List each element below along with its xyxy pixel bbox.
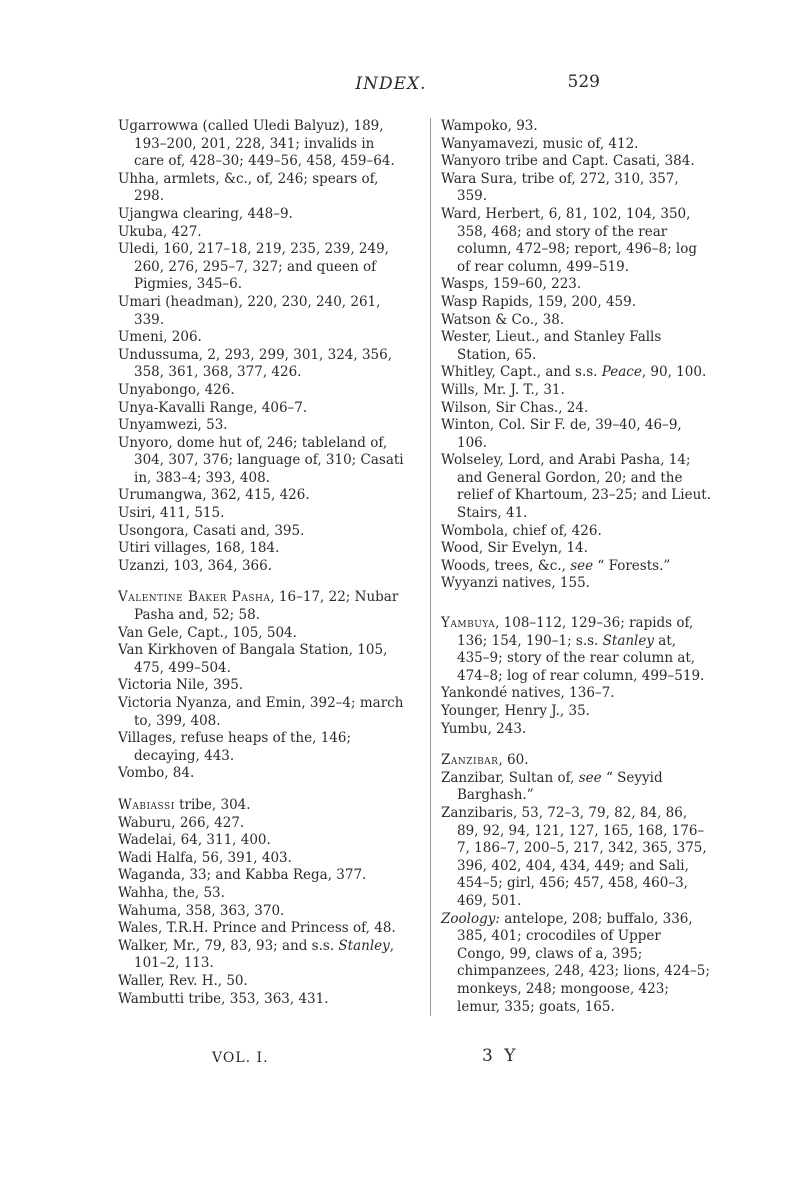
entry-italic: Peace <box>601 364 642 381</box>
entry-text: Winton, Col. Sir F. de, 39–40, 46–9, 106. <box>441 417 682 451</box>
index-entry <box>118 642 408 677</box>
index-entry <box>118 991 408 1009</box>
index-entry <box>441 615 711 685</box>
entry-text: tribe, 304. <box>174 796 251 813</box>
entry-text: Watson & Co., 38. <box>441 311 565 328</box>
signature-mark: 3 Y <box>482 1046 519 1066</box>
entry-text: Wampoko, 93. <box>441 118 538 134</box>
index-column-right <box>430 118 711 1016</box>
entry-text: Unyoro, dome hut of, 246; tableland of, 304, 307, 376; language of, 310; Casati in, 383–4; 393, 408. <box>118 434 404 486</box>
index-entry <box>118 417 408 435</box>
entry-text: Younger, Henry J., 35. <box>441 703 590 719</box>
entry-text: Uhha, armlets, &c., of, 246; spears of, 298. <box>118 170 379 205</box>
entry-text: Wadi Halfa, 56, 391, 403. <box>118 849 292 866</box>
index-entry <box>441 523 711 541</box>
entry-text: Ward, Herbert, 6, 81, 102, 104, 350, 358, 468; and story of the rear column, 472–98; report, 496–8; log of rear column, 499–519. <box>441 205 698 275</box>
entry-text: Wood, Sir Evelyn, 14. <box>441 540 588 557</box>
index-entry <box>118 382 408 400</box>
index-entry <box>118 625 408 643</box>
entry-text: Wilson, Sir Chas., 24. <box>441 399 589 416</box>
entry-text: Unyamwezi, 53. <box>118 417 228 434</box>
entry-heading: Valentine Baker Pasha <box>118 589 271 606</box>
index-entry <box>118 867 408 885</box>
index-entry <box>118 973 408 991</box>
index-entry <box>441 417 711 452</box>
index-entry <box>441 136 711 154</box>
entry-text: Yankondé natives, 136–7. <box>441 685 615 702</box>
entry-text: antelope, 208; buffalo, 336, 385, 401; crocodiles of Upper Congo, 99, claws of a, 395; chimpanzees, 248, 423; lions, 424–5; monkeys, 248; mongoose, 423; lemur, 335; goats, 165. <box>457 910 710 1015</box>
index-column-left <box>118 118 408 1008</box>
entry-text: , 16–17, 22; Nubar Pasha and, 52; 58. <box>134 589 399 624</box>
index-entry <box>441 540 711 558</box>
entry-text: Zanzibaris, 53, 72–3, 79, 82, 84, 86, 89, 92, 94, 121, 127, 165, 168, 176–7, 186–7, 200–5, 217, 342, 365, 375, 396, 402, 404, 434, 449; and Sali, 454–5; girl, 456; 457, 458, 460–3, 469, 501. <box>441 804 707 909</box>
index-entry <box>118 487 408 505</box>
entry-heading: Yambuya <box>441 615 496 632</box>
entry-text: Urumangwa, 362, 415, 426. <box>118 487 310 504</box>
entry-text: Ujangwa clearing, 448–9. <box>118 205 293 222</box>
entry-text: Uledi, 160, 217–18, 219, 235, 239, 249, 260, 276, 295–7, 327; and queen of Pigmies, 345–6. <box>118 241 389 293</box>
index-entry <box>441 329 711 364</box>
index-entry <box>441 382 711 400</box>
page-number: 529 <box>567 72 600 92</box>
index-entry <box>441 575 711 593</box>
index-entry <box>441 153 711 171</box>
entry-text: Wanyoro tribe and Capt. Casati, 384. <box>441 153 695 170</box>
entry-text-continued: at, 435–9; story of the rear column at, 474–8; log of rear column, 499–519. <box>457 632 705 684</box>
entry-italic: Stanley <box>338 937 390 954</box>
index-entry <box>441 752 711 770</box>
index-entry <box>441 911 711 1017</box>
entry-text: Wahuma, 358, 363, 370. <box>118 902 285 919</box>
entry-text: Unya-Kavalli Range, 406–7. <box>118 399 308 416</box>
index-entry <box>118 938 408 973</box>
index-entry <box>118 797 408 815</box>
index-entry <box>118 832 408 850</box>
entry-text: Villages, refuse heaps of the, 146; decaying, 443. <box>118 730 352 764</box>
entry-text: Wasps, 159–60, 223. <box>441 276 582 293</box>
entry-text: Woods, trees, &c., <box>441 557 571 574</box>
index-entry <box>118 329 408 347</box>
entry-text: Wombola, chief of, 426. <box>441 522 602 539</box>
entry-text: Waburu, 266, 427. <box>118 814 245 831</box>
index-entry <box>118 850 408 868</box>
index-entry <box>441 703 711 721</box>
index-entry <box>441 312 711 330</box>
index-entry <box>441 558 711 576</box>
index-entry <box>118 118 408 171</box>
index-entry <box>118 920 408 938</box>
entry-text: Umeni, 206. <box>118 329 202 346</box>
entry-text: Ugarrowwa (called Uledi Balyuz), 189, 193–200, 201, 228, 341; invalids in care of, 428–30; 449–56, 458, 459–64. <box>118 118 395 170</box>
index-entry <box>118 347 408 382</box>
entry-heading-italic: Zoology: <box>441 910 500 927</box>
index-entry <box>118 540 408 558</box>
index-entry <box>441 364 711 382</box>
index-entry <box>118 903 408 921</box>
index-entry <box>118 589 408 624</box>
entry-text: Zanzibar, Sultan of, <box>441 769 579 786</box>
entry-text: Victoria Nyanza, and Emin, 392–4; march to, 399, 408. <box>118 695 404 729</box>
entry-text: Umari (headman), 220, 230, 240, 261, 339. <box>118 293 381 328</box>
entry-text: Wills, Mr. J. T., 31. <box>441 381 565 398</box>
entry-text: Van Kirkhoven of Bangala Station, 105, 475, 499–504. <box>118 642 388 676</box>
entry-text: Wambutti tribe, 353, 363, 431. <box>118 990 329 1007</box>
index-entry <box>441 400 711 418</box>
entry-text: Yumbu, 243. <box>441 720 527 737</box>
entry-italic: see <box>578 769 602 786</box>
entry-text: Uzanzi, 103, 364, 366. <box>118 557 273 574</box>
entry-heading: Zanzibar <box>441 752 499 769</box>
entry-text: Wanyamavezi, music of, 412. <box>441 135 639 152</box>
index-entry <box>118 505 408 523</box>
entry-text: Wadelai, 64, 311, 400. <box>118 832 271 849</box>
index-entry <box>441 805 711 911</box>
entry-italic: see <box>570 557 594 574</box>
entry-text: Utiri villages, 168, 184. <box>118 540 280 557</box>
entry-text: Usongora, Casati and, 395. <box>118 522 305 539</box>
entry-text: Wolseley, Lord, and Arabi Pasha, 14; and General Gordon, 20; and the relief of Khartoum, 23–25; and Lieut. Stairs, 41. <box>441 452 711 522</box>
entry-text: Waganda, 33; and Kabba Rega, 377. <box>118 867 367 884</box>
index-entry <box>441 294 711 312</box>
entry-text: Undussuma, 2, 293, 299, 301, 324, 356, 358, 361, 368, 377, 426. <box>118 346 393 381</box>
entry-text: Waller, Rev. H., 50. <box>118 972 248 989</box>
index-entry <box>441 206 711 276</box>
index-entry <box>441 770 711 805</box>
index-entry <box>118 241 408 294</box>
entry-text-continued: “ Seyyid Barghash.” <box>457 769 663 804</box>
index-entry <box>118 206 408 224</box>
index-entry <box>118 730 408 765</box>
entry-heading: Wabiassi <box>118 796 175 813</box>
entry-text: Usiri, 411, 515. <box>118 505 225 522</box>
entry-text: Unyabongo, 426. <box>118 381 235 398</box>
index-entry <box>118 765 408 783</box>
entry-text: Van Gele, Capt., 105, 504. <box>118 624 297 641</box>
entry-text: Walker, Mr., 79, 83, 93; and s.s. <box>118 937 339 954</box>
index-entry <box>441 118 711 136</box>
index-entry <box>118 523 408 541</box>
entry-italic: Stanley <box>602 632 654 649</box>
index-entry <box>441 685 711 703</box>
index-entry <box>441 452 711 522</box>
index-entry <box>118 695 408 730</box>
index-entry <box>118 171 408 206</box>
entry-text: Victoria Nile, 395. <box>118 677 244 694</box>
entry-text: , 108–112, 129–36; rapids of, 136; 154, 190–1; s.s. <box>457 615 694 649</box>
index-entry <box>441 276 711 294</box>
entry-text: Wasp Rapids, 159, 200, 459. <box>441 293 637 310</box>
index-entry <box>118 885 408 903</box>
index-entry <box>118 400 408 418</box>
entry-text-continued: “ Forests.” <box>593 557 671 574</box>
index-entry <box>118 677 408 695</box>
entry-text: Wahha, the, 53. <box>118 884 225 901</box>
index-entry <box>118 294 408 329</box>
entry-text: Wales, T.R.H. Prince and Princess of, 48. <box>118 920 396 937</box>
entry-text: Whitley, Capt., and s.s. <box>441 364 602 381</box>
entry-text-continued: , 101–2, 113. <box>134 937 395 972</box>
running-title: INDEX. <box>355 74 427 94</box>
index-entry <box>118 815 408 833</box>
index-entry <box>118 558 408 576</box>
volume-label: VOL. I. <box>212 1050 269 1066</box>
entry-text: Wara Sura, tribe of, 272, 310, 357, 359. <box>441 170 679 205</box>
entry-text: Wyyanzi natives, 155. <box>441 575 590 592</box>
index-entry <box>118 435 408 488</box>
index-entry <box>441 171 711 206</box>
entry-text: Ukuba, 427. <box>118 223 202 240</box>
index-entry <box>441 721 711 739</box>
entry-text: Wester, Lieut., and Stanley Falls Station, 65. <box>441 329 662 363</box>
index-entry <box>118 224 408 242</box>
entry-text: Vombo, 84. <box>118 765 195 782</box>
entry-text-continued: , 90, 100. <box>641 364 707 381</box>
entry-text: , 60. <box>498 752 529 769</box>
